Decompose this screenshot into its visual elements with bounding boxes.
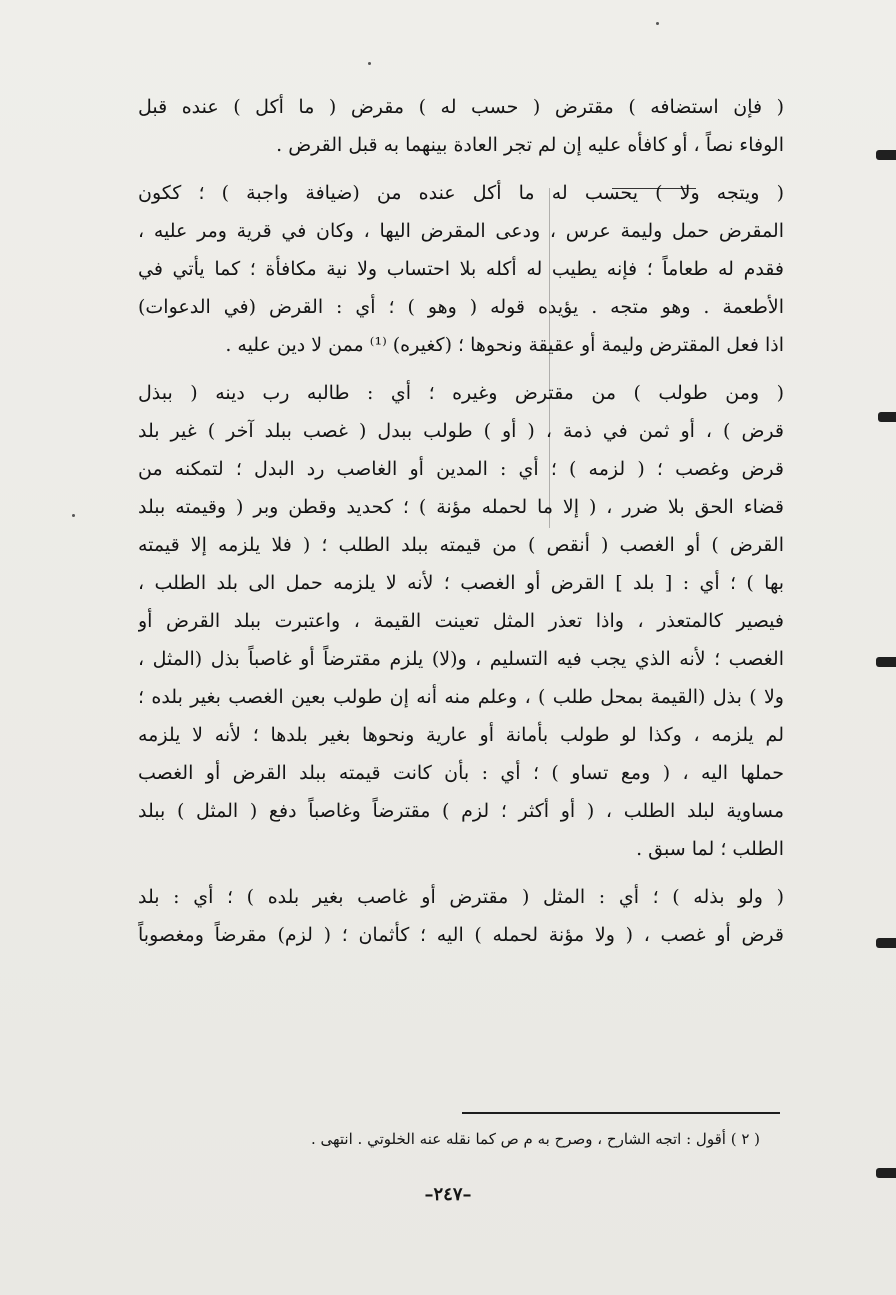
footnote: ( ٢ ) أقول : اتجه الشارح ، وصرح به م ص كما نقله عنه الخلوتي . انتهى . (310, 1130, 760, 1148)
text-line: الأطعمة . وهو متجه . يؤيده قوله ( وهو ) ؛ أي : القرض (في الدعوات) (138, 296, 784, 318)
text-line: فقدم له طعاماً ؛ فإنه يطيب له أكله بلا احتساب ولا نية مكافأة ؛ كما يأتي في (138, 258, 784, 280)
text-line: فيصير كالمتعذر ، واذا تعذر المثل تعينت القيمة ، واعتبرت ببلد القرض أو (138, 610, 784, 632)
scan-edge-mark (876, 938, 896, 948)
scan-speck (656, 22, 659, 25)
text-line: الطلب ؛ لما سبق . (636, 838, 784, 860)
text-line: مساوية لبلد الطلب ، ( أو أكثر ؛ لزم ) مقترضاً وغاصباً دفع ( المثل ) ببلد (138, 800, 784, 822)
text-line: بها ) ؛ أي : [ بلد ] القرض أو الغصب ؛ لأنه لا يلزمه حمل الى بلد الطلب ، (138, 572, 784, 594)
text-line: ( ويتجه ولا ) يحسب له ما أكل عنده من (ضيافة واجبة ) ؛ ككون (138, 182, 784, 204)
text-line: قرض ) ، أو ثمن في ذمة ، ( أو ) طولب ببدل ( غصب ببلد آخر ) غير بلد (138, 420, 784, 442)
text-line: الوفاء نصاً ، أو كافأه عليه إن لم تجر العادة بينهما به قبل القرض . (276, 134, 784, 156)
text-line: المقرض حمل وليمة عرس ، ودعى المقرض اليها ، وكان في قرية ومر عليه ، (138, 220, 784, 242)
scan-edge-mark (876, 150, 896, 160)
text-line: ولا ) بذل (القيمة بمحل طلب ) ، وعلم منه أنه إن طولب بعين الغصب بغير بلده ؛ (138, 686, 784, 708)
text-line: ( ولو بذله ) ؛ أي : المثل ( مقترض أو غاصب بغير بلده ) ؛ أي : بلد (138, 886, 784, 908)
scan-speck (368, 62, 371, 65)
text-line: لم يلزمه ، وكذا لو طولب بأمانة أو عارية ونحوها بغير بلدها ؛ لأنه لا يلزمه (138, 724, 784, 746)
text-line: ( فإن استضافه ) مقترض ( حسب له ) مقرض ( ما أكل ) عنده قبل (138, 96, 784, 118)
text-line: القرض ) أو الغصب ( أنقص ) من قيمته ببلد الطلب ؛ ( فلا يلزمه إلا قيمته (138, 534, 784, 556)
text-line: قرض أو غصب ، ( ولا مؤنة لحمله ) اليه ؛ كأثمان ؛ ( لزم) مقرضاً ومغصوباً (138, 924, 784, 946)
scan-edge-mark (878, 412, 896, 422)
text-line: الغصب ؛ لأنه الذي يجب فيه التسليم ، و(لا) يلزم مقترضاً أو غاصباً بذل (المثل ، (138, 648, 784, 670)
text-line: حملها اليه ، ( ومع تساو ) ؛ أي : بأن كانت قيمته ببلد القرض أو الغصب (138, 762, 784, 784)
footnote-separator (462, 1112, 780, 1114)
scan-edge-mark (876, 657, 896, 667)
scan-edge-mark (876, 1168, 896, 1178)
main-text (138, 88, 784, 954)
text-line: ( ومن طولب ) من مقترض وغيره ؛ أي : طالبه رب دينه ( ببذل (138, 382, 784, 404)
text-line: قضاء الحق بلا ضرر ، ( إلا ما لحمله مؤنة ) ؛ كحديد وقطن وبر ( وقيمته ببلد (138, 496, 784, 518)
text-line: قرض وغصب ؛ ( لزمه ) ؛ أي : المدين أو الغاصب رد البدل ؛ لتمكنه من (138, 458, 784, 480)
scan-speck (72, 514, 75, 517)
text-line: اذا فعل المقترض وليمة أو عقيقة ونحوها ؛ (كغيره) ⁽¹⁾ ممن لا دين عليه . (225, 334, 784, 356)
page-number: –٢٤٧– (424, 1184, 472, 1205)
